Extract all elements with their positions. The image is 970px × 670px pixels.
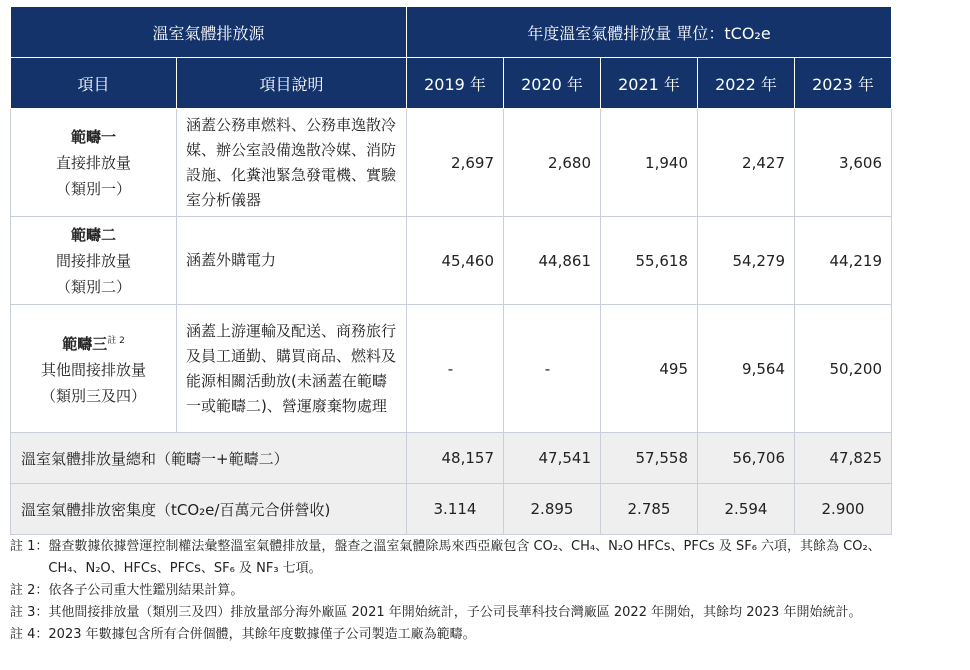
value-cell: 44,861 (504, 217, 601, 305)
header-annual-emissions: 年度溫室氣體排放量 單位：tCO₂e (407, 7, 892, 58)
footnote-key: 註 1： (10, 539, 49, 554)
footnote (10, 624, 910, 646)
value-cell: 45,460 (407, 217, 504, 305)
total-value: 57,558 (601, 433, 698, 484)
total-value: 56,706 (698, 433, 795, 484)
scope-title-wrap (11, 328, 176, 357)
table-row-scope1 (11, 109, 892, 217)
footnote-text: 2023 年數據包含所有合併個體，其餘年度數據僅子公司製造工廠為範疇。 (48, 627, 476, 642)
intensity-value: 2.594 (698, 484, 795, 535)
total-value: 47,541 (504, 433, 601, 484)
table-row-intensity (11, 484, 892, 535)
value-cell: 495 (601, 305, 698, 433)
col-header-description: 項目說明 (177, 58, 407, 109)
col-header-year: 2022 年 (698, 58, 795, 109)
value-cell: 1,940 (601, 109, 698, 217)
scope-description: 涵蓋上游運輸及配送、商務旅行及員工通勤、購買商品、燃料及能源相關活動放(未涵蓋在範疇一或範疇二)、營運廢棄物處理 (177, 305, 407, 433)
value-cell: 54,279 (698, 217, 795, 305)
col-header-item: 項目 (11, 58, 177, 109)
value-cell: 9,564 (698, 305, 795, 433)
value-cell: 3,606 (795, 109, 892, 217)
footnote (10, 580, 910, 602)
intensity-value: 2.895 (504, 484, 601, 535)
footnote (10, 536, 910, 580)
table-row-total (11, 433, 892, 484)
col-header-year: 2020 年 (504, 58, 601, 109)
footnote-marker: 註 2 (107, 336, 125, 346)
value-cell: 55,618 (601, 217, 698, 305)
footnote-key: 註 2： (10, 583, 49, 598)
footnote-text: 依各子公司重大性鑑別結果計算。 (48, 583, 244, 598)
scope-subtitle: 直接排放量 (55, 153, 131, 172)
table-row-scope3 (11, 305, 892, 433)
scope-title: 範疇二 (70, 225, 116, 244)
footnote-key: 註 4： (10, 627, 49, 642)
scope-subtitle: 其他間接排放量 (40, 361, 146, 379)
scope-category: （類別二） (55, 277, 131, 296)
footnote-text: 其他間接排放量（類別三及四）排放量部分海外廠區 2021 年開始統計，子公司長華科技台灣廠區 2022 年開始，其餘均 2023 年開始統計。 (48, 605, 862, 620)
value-cell: 50,200 (795, 305, 892, 433)
value-cell: - (407, 305, 504, 433)
header-emission-source: 溫室氣體排放源 (11, 7, 407, 58)
scope-category: （類別一） (55, 179, 131, 198)
footnote (10, 602, 910, 624)
scope-description: 涵蓋外購電力 (177, 217, 407, 305)
footnote-text: 盤查數據依據營運控制權法彙整溫室氣體排放量，盤查之溫室氣體除馬來西亞廠包含 CO₂、CH₄、N₂O HFCs、PFCs 及 SF₆ 六項，其餘為 CO₂、CH₄、N₂O、HFCs、PFCs、SF₆ 及 NF₃ 七項。 (48, 539, 881, 576)
value-cell: 2,697 (407, 109, 504, 217)
scope-category: （類別三及四） (40, 387, 146, 405)
col-header-year: 2023 年 (795, 58, 892, 109)
col-header-year: 2021 年 (601, 58, 698, 109)
scope-title: 範疇三 (62, 335, 108, 353)
value-cell: 2,427 (698, 109, 795, 217)
table-row-scope2 (11, 217, 892, 305)
scope-cell (11, 305, 177, 433)
intensity-value: 2.900 (795, 484, 892, 535)
total-label: 溫室氣體排放量總和（範疇一+範疇二） (11, 433, 407, 484)
scope-subtitle: 間接排放量 (55, 251, 131, 270)
intensity-label: 溫室氣體排放密集度（tCO₂e/百萬元合併營收) (11, 484, 407, 535)
value-cell: - (504, 305, 601, 433)
intensity-value: 3.114 (407, 484, 504, 535)
value-cell: 2,680 (504, 109, 601, 217)
footnotes (10, 536, 910, 646)
scope-cell (11, 217, 177, 305)
scope-cell (11, 109, 177, 217)
footnote-key: 註 3： (10, 605, 49, 620)
scope-title: 範疇一 (70, 127, 116, 146)
intensity-value: 2.785 (601, 484, 698, 535)
value-cell: 44,219 (795, 217, 892, 305)
col-header-year: 2019 年 (407, 58, 504, 109)
scope-description: 涵蓋公務車燃料、公務車逸散冷媒、辦公室設備逸散冷媒、消防設施、化糞池緊急發電機、實驗室分析儀器 (177, 109, 407, 217)
emissions-table (10, 6, 892, 535)
total-value: 48,157 (407, 433, 504, 484)
total-value: 47,825 (795, 433, 892, 484)
